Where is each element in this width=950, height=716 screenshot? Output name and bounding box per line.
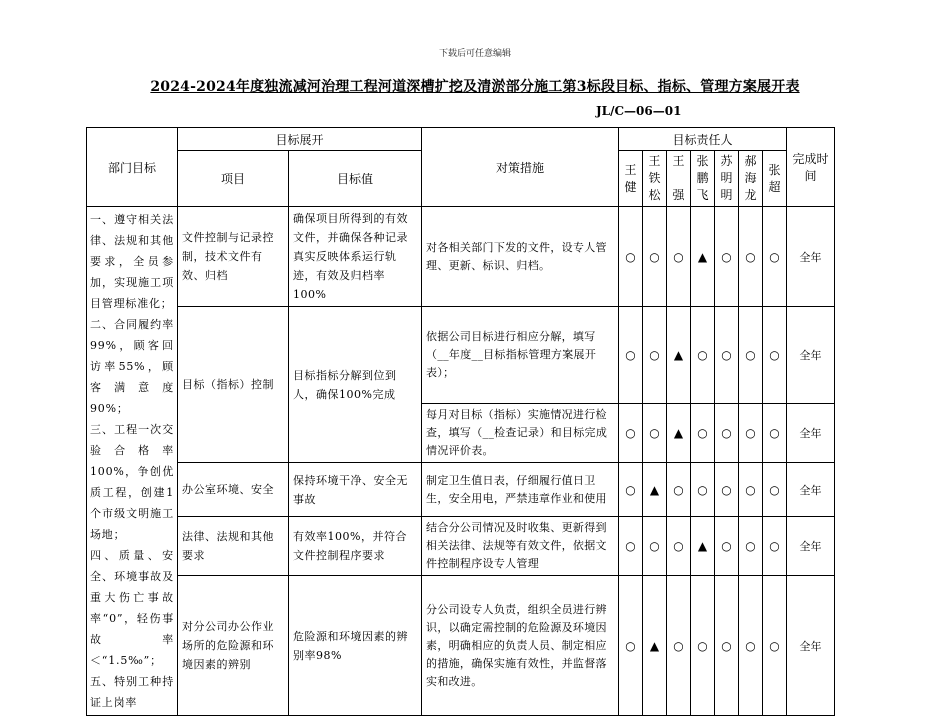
mark-cell: ○ [763, 307, 787, 404]
table-row [87, 576, 835, 716]
person-name: 苏 明 明 [715, 151, 739, 207]
item-cell: 对分公司办公作业场所的危险源和环境因素的辨别 [178, 576, 289, 716]
value-cell: 保持环境干净、安全无事故 [289, 463, 422, 517]
mark-cell: ▲ [667, 307, 691, 404]
value-cell: 目标指标分解到位到人，确保100%完成 [289, 307, 422, 463]
time-cell: 全年 [787, 576, 835, 716]
mark-cell: ○ [643, 517, 667, 576]
item-cell: 办公室环境、安全 [178, 463, 289, 517]
mark-cell: ○ [715, 463, 739, 517]
mark-cell: ○ [619, 517, 643, 576]
mark-cell: ▲ [667, 404, 691, 463]
mark-cell: ○ [691, 307, 715, 404]
time-cell: 全年 [787, 307, 835, 404]
header-measure: 对策措施 [422, 128, 619, 207]
time-cell: 全年 [787, 463, 835, 517]
mark-cell: ○ [715, 576, 739, 716]
header-value: 目标值 [289, 151, 422, 207]
document-code: JL/C—06—01 [596, 104, 682, 118]
mark-cell: ○ [691, 404, 715, 463]
time-cell: 全年 [787, 404, 835, 463]
mark-cell: ○ [643, 404, 667, 463]
mark-cell: ○ [739, 207, 763, 307]
measure-cell: 对各相关部门下发的文件，设专人管理、更新、标识、归档。 [422, 207, 619, 307]
mark-cell: ○ [739, 576, 763, 716]
item-cell: 目标（指标）控制 [178, 307, 289, 463]
table-row [87, 517, 835, 576]
measure-cell: 分公司设专人负责，组织全员进行辨识，以确定需控制的危险源及环境因素，明确相应的负责人员、制定相应的措施，确保实施有效性，并监督落实和改进。 [422, 576, 619, 716]
value-cell: 有效率100%，并符合文件控制程序要求 [289, 517, 422, 576]
time-cell: 全年 [787, 517, 835, 576]
table-row [87, 463, 835, 517]
item-cell: 法律、法规和其他要求 [178, 517, 289, 576]
mark-cell: ○ [763, 463, 787, 517]
mark-cell: ○ [739, 307, 763, 404]
header-dept: 部门目标 [87, 128, 178, 207]
target-table [86, 127, 835, 716]
header-time: 完成时间 [787, 128, 835, 207]
mark-cell: ○ [691, 463, 715, 517]
time-cell: 全年 [787, 207, 835, 307]
person-name: 王 强 [667, 151, 691, 207]
mark-cell: ▲ [643, 463, 667, 517]
value-cell: 危险源和环境因素的辨别率98% [289, 576, 422, 716]
person-name: 张 超 [763, 151, 787, 207]
table-row [87, 207, 835, 307]
mark-cell: ○ [619, 307, 643, 404]
mark-cell: ○ [667, 207, 691, 307]
measure-cell: 每月对目标（指标）实施情况进行检查，填写（__检查记录）和目标完成情况评价表。 [422, 404, 619, 463]
value-cell: 确保项目所得到的有效文件，并确保各种记录真实反映体系运行轨迹，有效及归档率100% [289, 207, 422, 307]
header-responsible: 目标责任人 [619, 128, 787, 151]
person-name: 王 铁 松 [643, 151, 667, 207]
header-note: 下载后可任意编辑 [438, 49, 511, 59]
person-name: 王 健 [619, 151, 643, 207]
header-expand: 目标展开 [178, 128, 422, 151]
mark-cell: ○ [691, 576, 715, 716]
mark-cell: ○ [619, 463, 643, 517]
mark-cell: ○ [643, 307, 667, 404]
person-name: 张 鹏 飞 [691, 151, 715, 207]
document-title: 2024-2024年度独流减河治理工程河道深槽扩挖及清淤部分施工第3标段目标、指标、管理方案展开表 [150, 79, 800, 95]
mark-cell: ○ [715, 517, 739, 576]
dept-goals: 一、遵守相关法律、法规和其他要求，全员参加，实现施工项目管理标准化； 二、合同履约率99%，顾客回访率55%，顾客满意度90%； 三、工程一次交验合格率100%，争创优质工程，创建1个市级文明施工场地； 四、质量、安全、环境事故及重大伤亡事故率“0”，轻伤事故率＜“1.5‰”； 五、特别工种持证上岗率 [87, 207, 178, 716]
measure-cell: 制定卫生值日表，仔细履行值日卫生，安全用电，严禁违章作业和使用 [422, 463, 619, 517]
mark-cell: ○ [667, 517, 691, 576]
mark-cell: ○ [715, 404, 739, 463]
mark-cell: ○ [667, 576, 691, 716]
mark-cell: ○ [763, 576, 787, 716]
mark-cell: ○ [715, 207, 739, 307]
mark-cell: ▲ [643, 576, 667, 716]
mark-cell: ○ [619, 207, 643, 307]
mark-cell: ○ [739, 463, 763, 517]
mark-cell: ○ [619, 404, 643, 463]
measure-cell: 结合分公司情况及时收集、更新得到相关法律、法规等有效文件，依据文件控制程序设专人管理 [422, 517, 619, 576]
mark-cell: ○ [739, 517, 763, 576]
header-item: 项目 [178, 151, 289, 207]
mark-cell: ▲ [691, 207, 715, 307]
mark-cell: ○ [739, 404, 763, 463]
mark-cell: ○ [715, 307, 739, 404]
person-name: 郝 海 龙 [739, 151, 763, 207]
item-cell: 文件控制与记录控制，技术文件有效、归档 [178, 207, 289, 307]
mark-cell: ○ [643, 207, 667, 307]
mark-cell: ○ [763, 404, 787, 463]
mark-cell: ○ [763, 207, 787, 307]
mark-cell: ▲ [691, 517, 715, 576]
mark-cell: ○ [667, 463, 691, 517]
mark-cell: ○ [619, 576, 643, 716]
mark-cell: ○ [763, 517, 787, 576]
table-row [87, 307, 835, 404]
measure-cell: 依据公司目标进行相应分解，填写（__年度__目标指标管理方案展开表）； [422, 307, 619, 404]
